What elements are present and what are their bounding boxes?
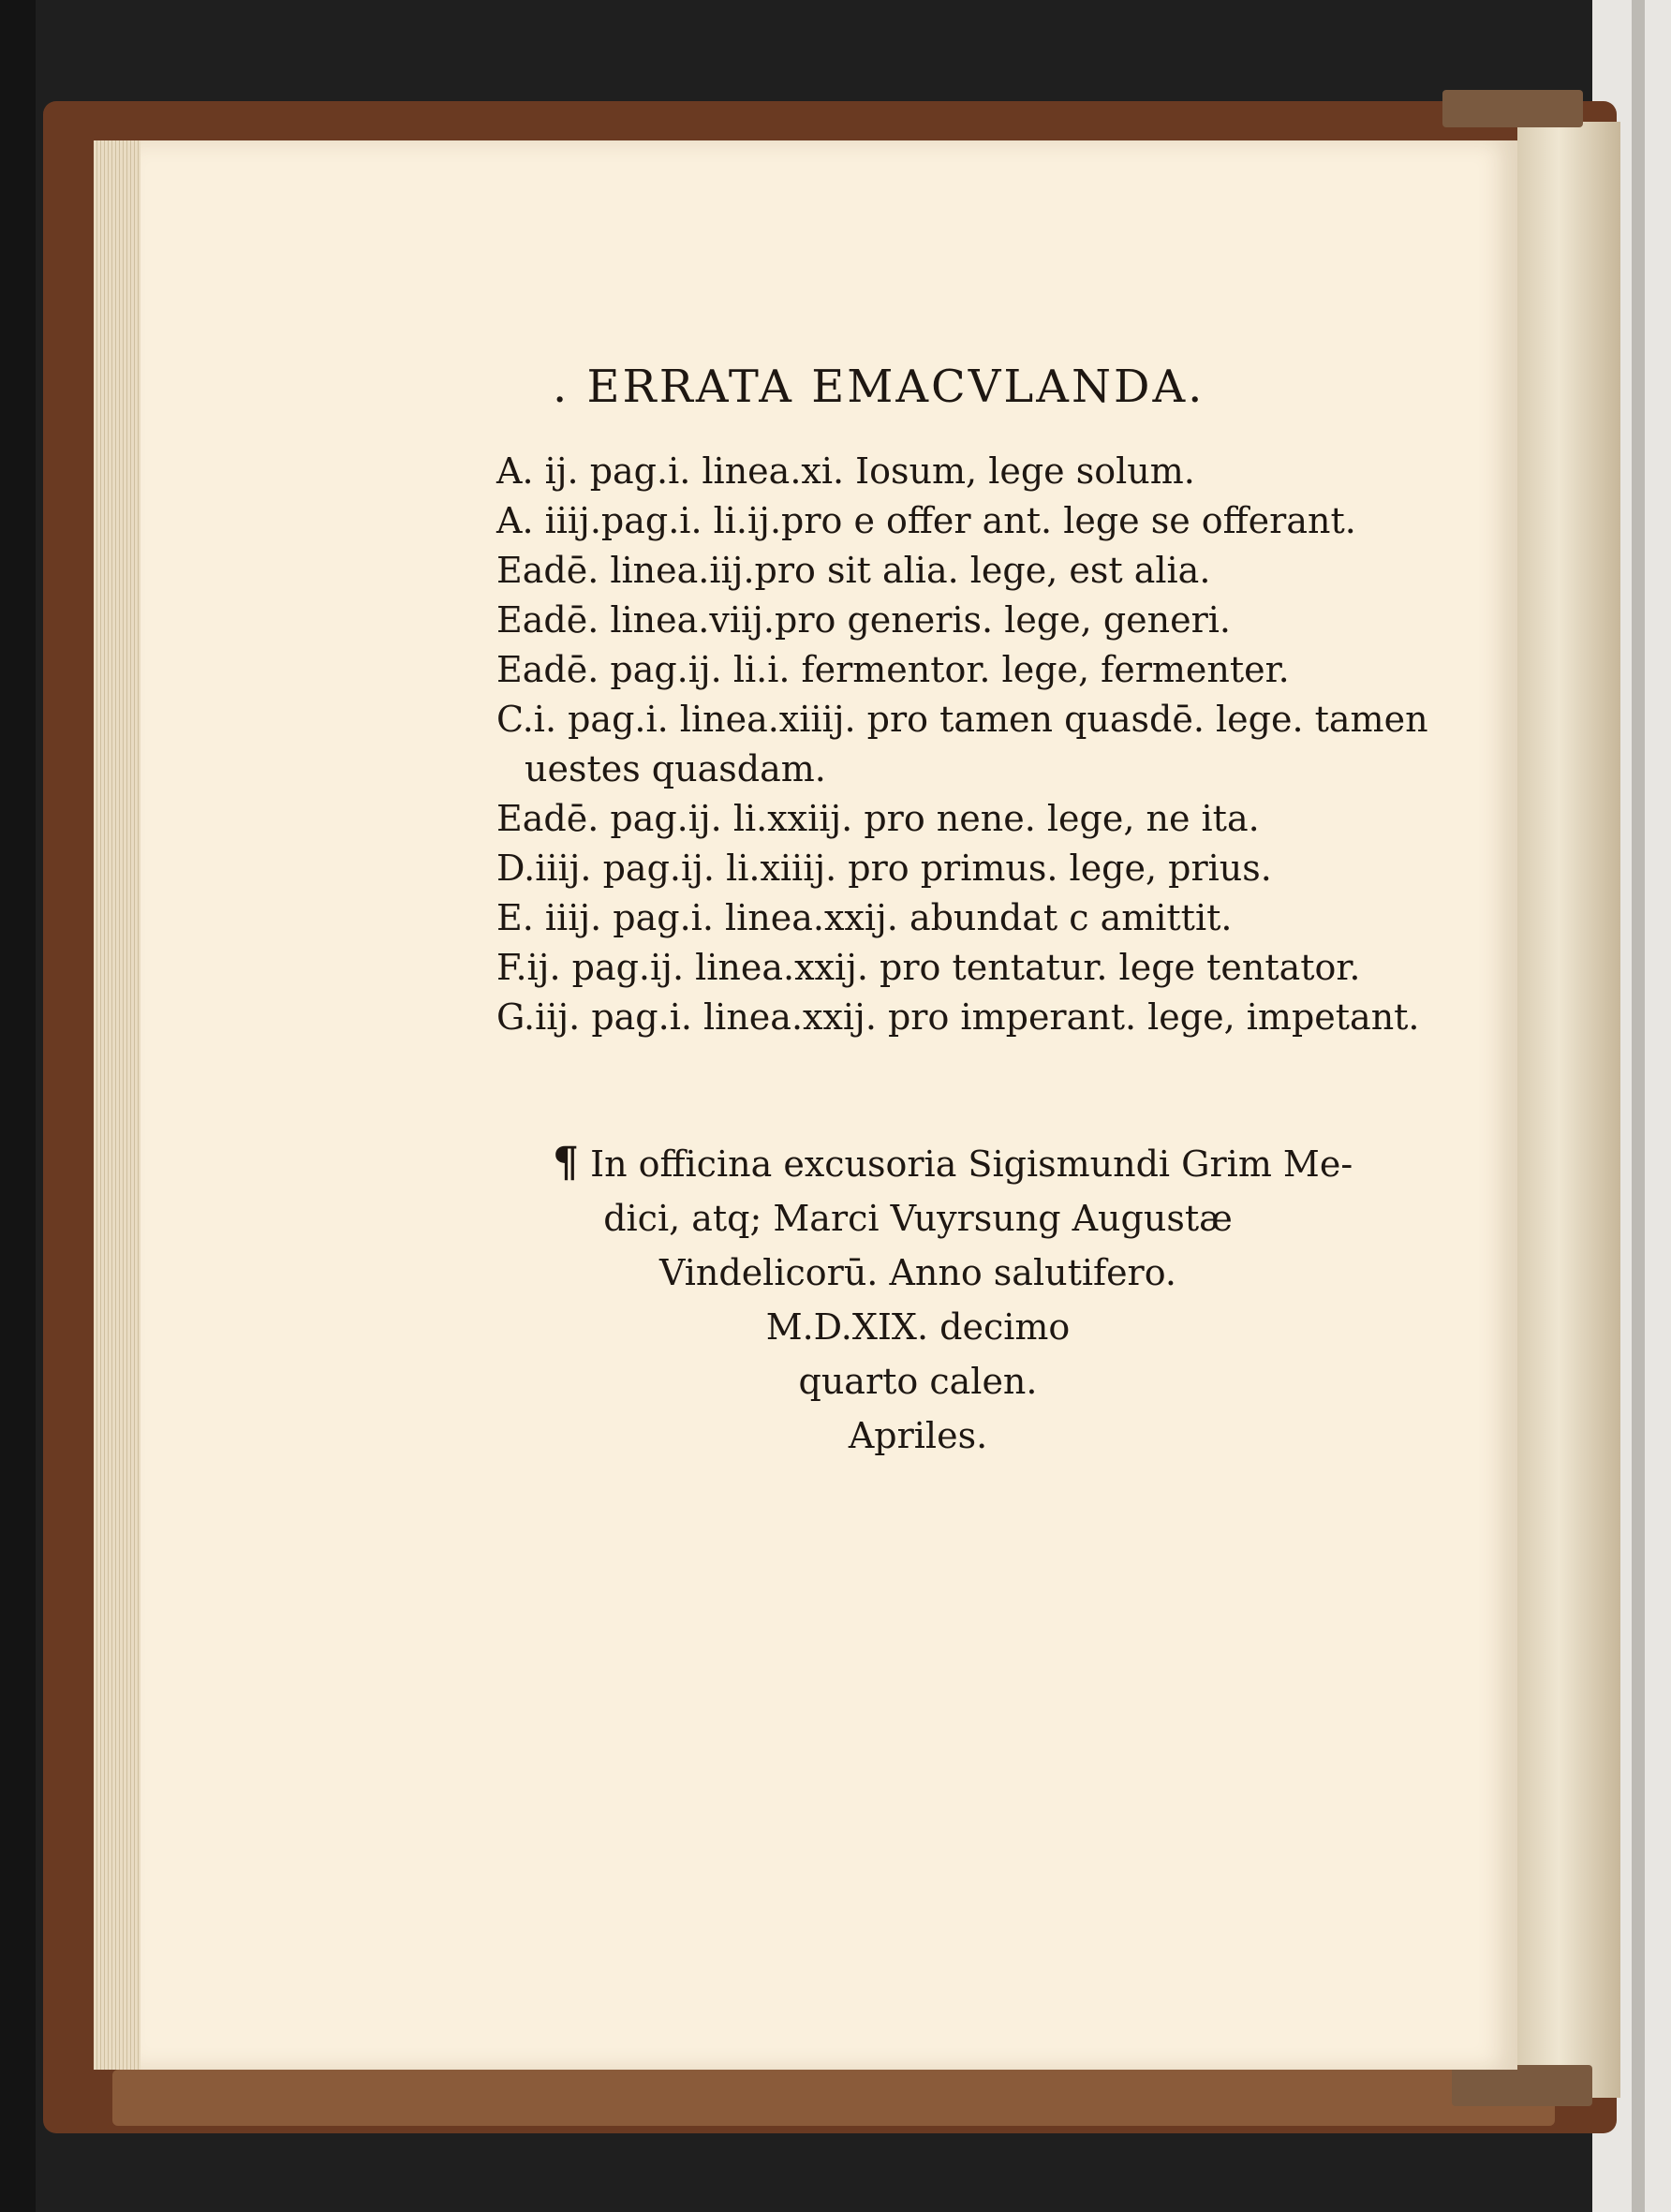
errata-entry: Eadē. pag.ij. li.xxiij. pro nene. lege, ne ita. (496, 798, 1260, 839)
page-gutter (1517, 122, 1620, 2098)
colophon-line-3: Vindelicorū. Anno salutifero. (658, 1252, 1177, 1293)
errata-entry: E. iiij. pag.i. linea.xxij. abundat c amittit. (496, 897, 1233, 938)
errata-entry: A. ij. pag.i. linea.xi. Iosum, lege solum. (496, 450, 1195, 492)
background-left (0, 0, 36, 2212)
pilcrow-mark: ¶ (553, 1139, 579, 1187)
colophon (553, 1136, 1353, 1463)
colophon-line-5: quarto calen. (798, 1361, 1038, 1402)
errata-entry-continuation: uestes quasdam. (525, 748, 826, 789)
cover-bottom-edge (112, 2070, 1555, 2126)
colophon-line-6: Apriles. (848, 1415, 988, 1456)
errata-entry: A. iiij.pag.i. li.ij.pro e offer ant. lege se offerant. (496, 500, 1356, 541)
errata-entry: Eadē. linea.iij.pro sit alia. lege, est alia. (496, 550, 1211, 591)
errata-entry: Eadē. pag.ij. li.i. fermentor. lege, fermenter. (496, 649, 1290, 690)
errata-list (496, 447, 1433, 1042)
errata-heading: . ERRATA EMACVLANDA. (553, 361, 1205, 413)
colophon-line-2: dici, atq; Marci Vuyrsung Augustæ (603, 1198, 1233, 1239)
headband-top (1442, 90, 1583, 127)
colophon-line-4: M.D.XIX. decimo (765, 1306, 1071, 1348)
errata-entry: Eadē. linea.viij.pro generis. lege, generi. (496, 599, 1231, 641)
errata-entry: D.iiij. pag.ij. li.xiiij. pro primus. lege, prius. (496, 848, 1272, 889)
errata-entry: G.iij. pag.i. linea.xxij. pro imperant. lege, impetant. (496, 996, 1420, 1038)
glass-rail (1632, 0, 1645, 2212)
headband-bottom (1452, 2065, 1592, 2106)
colophon-line-1: ¶ In officina excusoria Sigismundi Grim Me- (553, 1139, 1353, 1187)
errata-entry: C.i. pag.i. linea.xiiij. pro tamen quasdē. lege. tamen uestes quasdam. (496, 695, 1433, 794)
errata-entry: F.ij. pag.ij. linea.xxij. pro tentatur. lege tentator. (496, 947, 1361, 988)
errata-section (496, 361, 1433, 1463)
